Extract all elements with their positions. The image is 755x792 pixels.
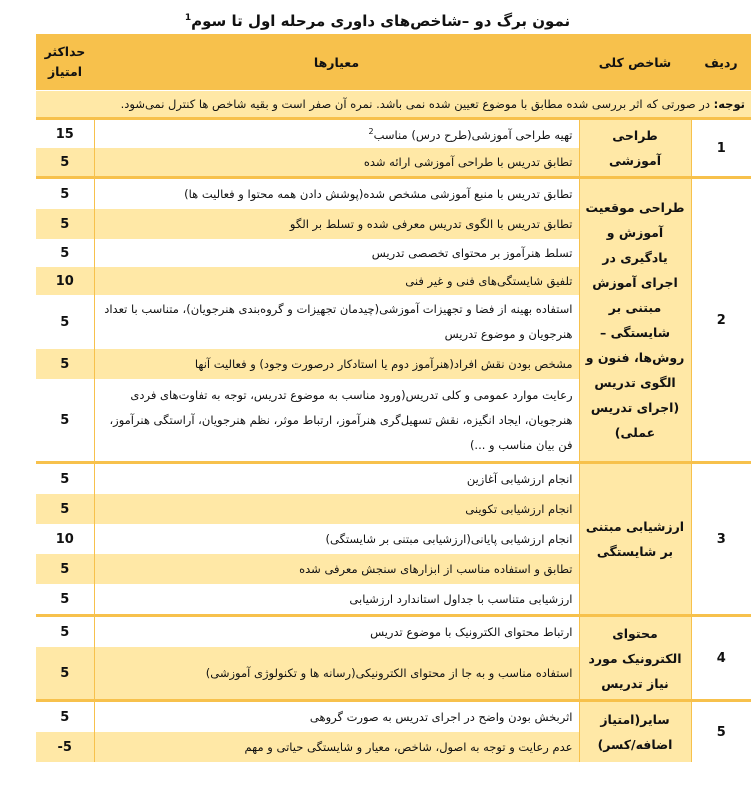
max-score-cell: 5 <box>36 554 94 584</box>
criterion-cell <box>94 463 579 495</box>
note-label: توجه: <box>713 97 745 111</box>
criterion-cell <box>94 701 579 733</box>
criterion-cell <box>94 732 579 762</box>
criterion-cell <box>94 554 579 584</box>
page-title-text: نمون برگ دو –شاخص‌های داوری مرحله اول تا سوم <box>191 12 571 30</box>
criterion-cell <box>94 239 579 267</box>
header-max-score-line1: حداکثر <box>44 44 86 59</box>
criterion-text: عدم رعایت و توجه به اصول، شاخص، معیار و شایستگی حیاتی و مهم <box>244 740 573 754</box>
max-score-cell: 5 <box>36 616 94 648</box>
header-max-score <box>36 34 94 91</box>
criterion-cell <box>94 647 579 701</box>
header-row-no: ردیف <box>691 34 751 91</box>
criterion-text: مشخص بودن نقش افراد(هنرآموز دوم یا استادکار درصورت وجود) و فعالیت آنها <box>194 357 573 371</box>
max-score-cell: 5 <box>36 584 94 616</box>
table-row <box>36 178 751 210</box>
section-category: محتوای الکترونیک مورد نیاز تدریس <box>579 616 691 701</box>
max-score-cell: 5 <box>36 379 94 463</box>
criterion-text: تسلط هنرآموز بر محتوای تخصصی تدریس <box>371 246 573 260</box>
table-row <box>36 463 751 495</box>
criterion-text: تطابق تدریس با منبع آموزشی مشخص شده(پوشش دادن همه محتوا و فعالیت ها) <box>184 187 573 201</box>
criterion-cell <box>94 584 579 616</box>
criterion-text: انجام ارزشیابی آغازین <box>466 472 573 486</box>
criterion-text: استفاده مناسب و به جا از محتوای الکترونیکی(رسانه ها و تکنولوژی آموزشی) <box>205 666 573 680</box>
section-category: طراحی آموزشی <box>579 119 691 178</box>
table-row <box>36 616 751 648</box>
max-score-cell: 5 <box>36 647 94 701</box>
criterion-text: تهیه طراحی آموزشی(طرح درس) مناسب <box>373 127 573 142</box>
criterion-text: انجام ارزشیابی پایانی(ارزشیابی مبتنی بر شایستگی) <box>325 532 573 546</box>
criterion-cell <box>94 209 579 239</box>
criterion-cell <box>94 119 579 149</box>
criterion-text: تطابق و استفاده مناسب از ابزارهای سنجش معرفی شده <box>299 562 573 576</box>
section-number: 4 <box>691 616 751 701</box>
max-score-cell: 5 <box>36 494 94 524</box>
max-score-cell: 5 <box>36 349 94 379</box>
criterion-text: رعایت موارد عمومی و کلی تدریس(ورود مناسب به موضوع تدریس، توجه به تفاوت‌های فردی هنرجویان، ایجاد انگیزه، نقش تسهیل‌گری هنرآموز، ارتباط موثر، نظم هنرجویان، آراستگی هنرآموز، فن بیان مناسب و ...) <box>109 387 573 452</box>
table-body <box>36 91 751 763</box>
criterion-cell <box>94 295 579 349</box>
criterion-text: تلفیق شایستگی‌های فنی و غیر فنی <box>405 274 573 288</box>
max-score-cell: 5 <box>36 295 94 349</box>
rubric-table <box>36 34 751 762</box>
max-score-cell: 5 <box>36 209 94 239</box>
header-criteria: معیارها <box>94 34 579 91</box>
criterion-text: اثربخش بودن واضح در اجرای تدریس به صورت گروهی <box>309 710 573 724</box>
max-score-cell: 5 <box>36 178 94 210</box>
criterion-footnote-marker: 2 <box>368 126 374 136</box>
criterion-text: تطابق تدریس با طراحی آموزشی ارائه شده <box>363 155 573 169</box>
table-header-row <box>36 34 751 91</box>
max-score-cell: 15 <box>36 119 94 149</box>
max-score-cell: 5 <box>36 239 94 267</box>
section-number: 2 <box>691 178 751 463</box>
page-title <box>0 4 755 32</box>
max-score-cell: 10 <box>36 267 94 295</box>
note-text: در صورتی که اثر بررسی شده مطابق با موضوع تعیین شده نمی باشد. نمره آن صفر است و بقیه شاخص ها کنترل نمی‌شود. <box>120 97 714 111</box>
max-score-cell: 5 <box>36 463 94 495</box>
criterion-cell <box>94 267 579 295</box>
title-footnote-marker: 1 <box>184 13 192 23</box>
criterion-cell <box>94 379 579 463</box>
max-score-cell: 5 <box>36 701 94 733</box>
section-category: سایر(امتیاز اضافه/کسر) <box>579 701 691 763</box>
criterion-cell <box>94 494 579 524</box>
criterion-text: تطابق تدریس با الگوی تدریس معرفی شده و تسلط بر الگو <box>289 217 573 231</box>
section-number: 1 <box>691 119 751 178</box>
criterion-text: انجام ارزشیابی تکوینی <box>465 502 573 516</box>
criterion-text: استفاده بهینه از فضا و تجهیزات آموزشی(چیدمان تجهیزات و گروه‌بندی هنرجویان)، متناسب با تعداد هنرجویان و موضوع تدریس <box>104 302 573 341</box>
max-score-cell: 5 <box>36 148 94 178</box>
criterion-text: ارزشیابی متناسب با جداول استاندارد ارزشیابی <box>349 592 573 606</box>
table-row <box>36 119 751 149</box>
note-row <box>36 91 751 119</box>
header-category: شاخص کلی <box>579 34 691 91</box>
table-row <box>36 701 751 733</box>
criterion-cell <box>94 524 579 554</box>
section-number: 3 <box>691 463 751 616</box>
criterion-cell <box>94 148 579 178</box>
header-max-score-line2: امتیاز <box>47 64 83 79</box>
note-cell <box>36 91 751 119</box>
max-score-cell: 10 <box>36 524 94 554</box>
criterion-cell <box>94 178 579 210</box>
section-number: 5 <box>691 701 751 763</box>
max-score-cell: -5 <box>36 732 94 762</box>
criterion-cell <box>94 349 579 379</box>
section-category: ارزشیابی مبتنی بر شایستگی <box>579 463 691 616</box>
section-category: طراحی موقعیت آموزش و یادگیری در اجرای آموزش مبتنی بر شایستگی – روش‌ها، فنون و الگوی تدریس (اجرای تدریس عملی) <box>579 178 691 463</box>
criterion-cell <box>94 616 579 648</box>
criterion-text: ارتباط محتوای الکترونیک با موضوع تدریس <box>370 625 573 639</box>
